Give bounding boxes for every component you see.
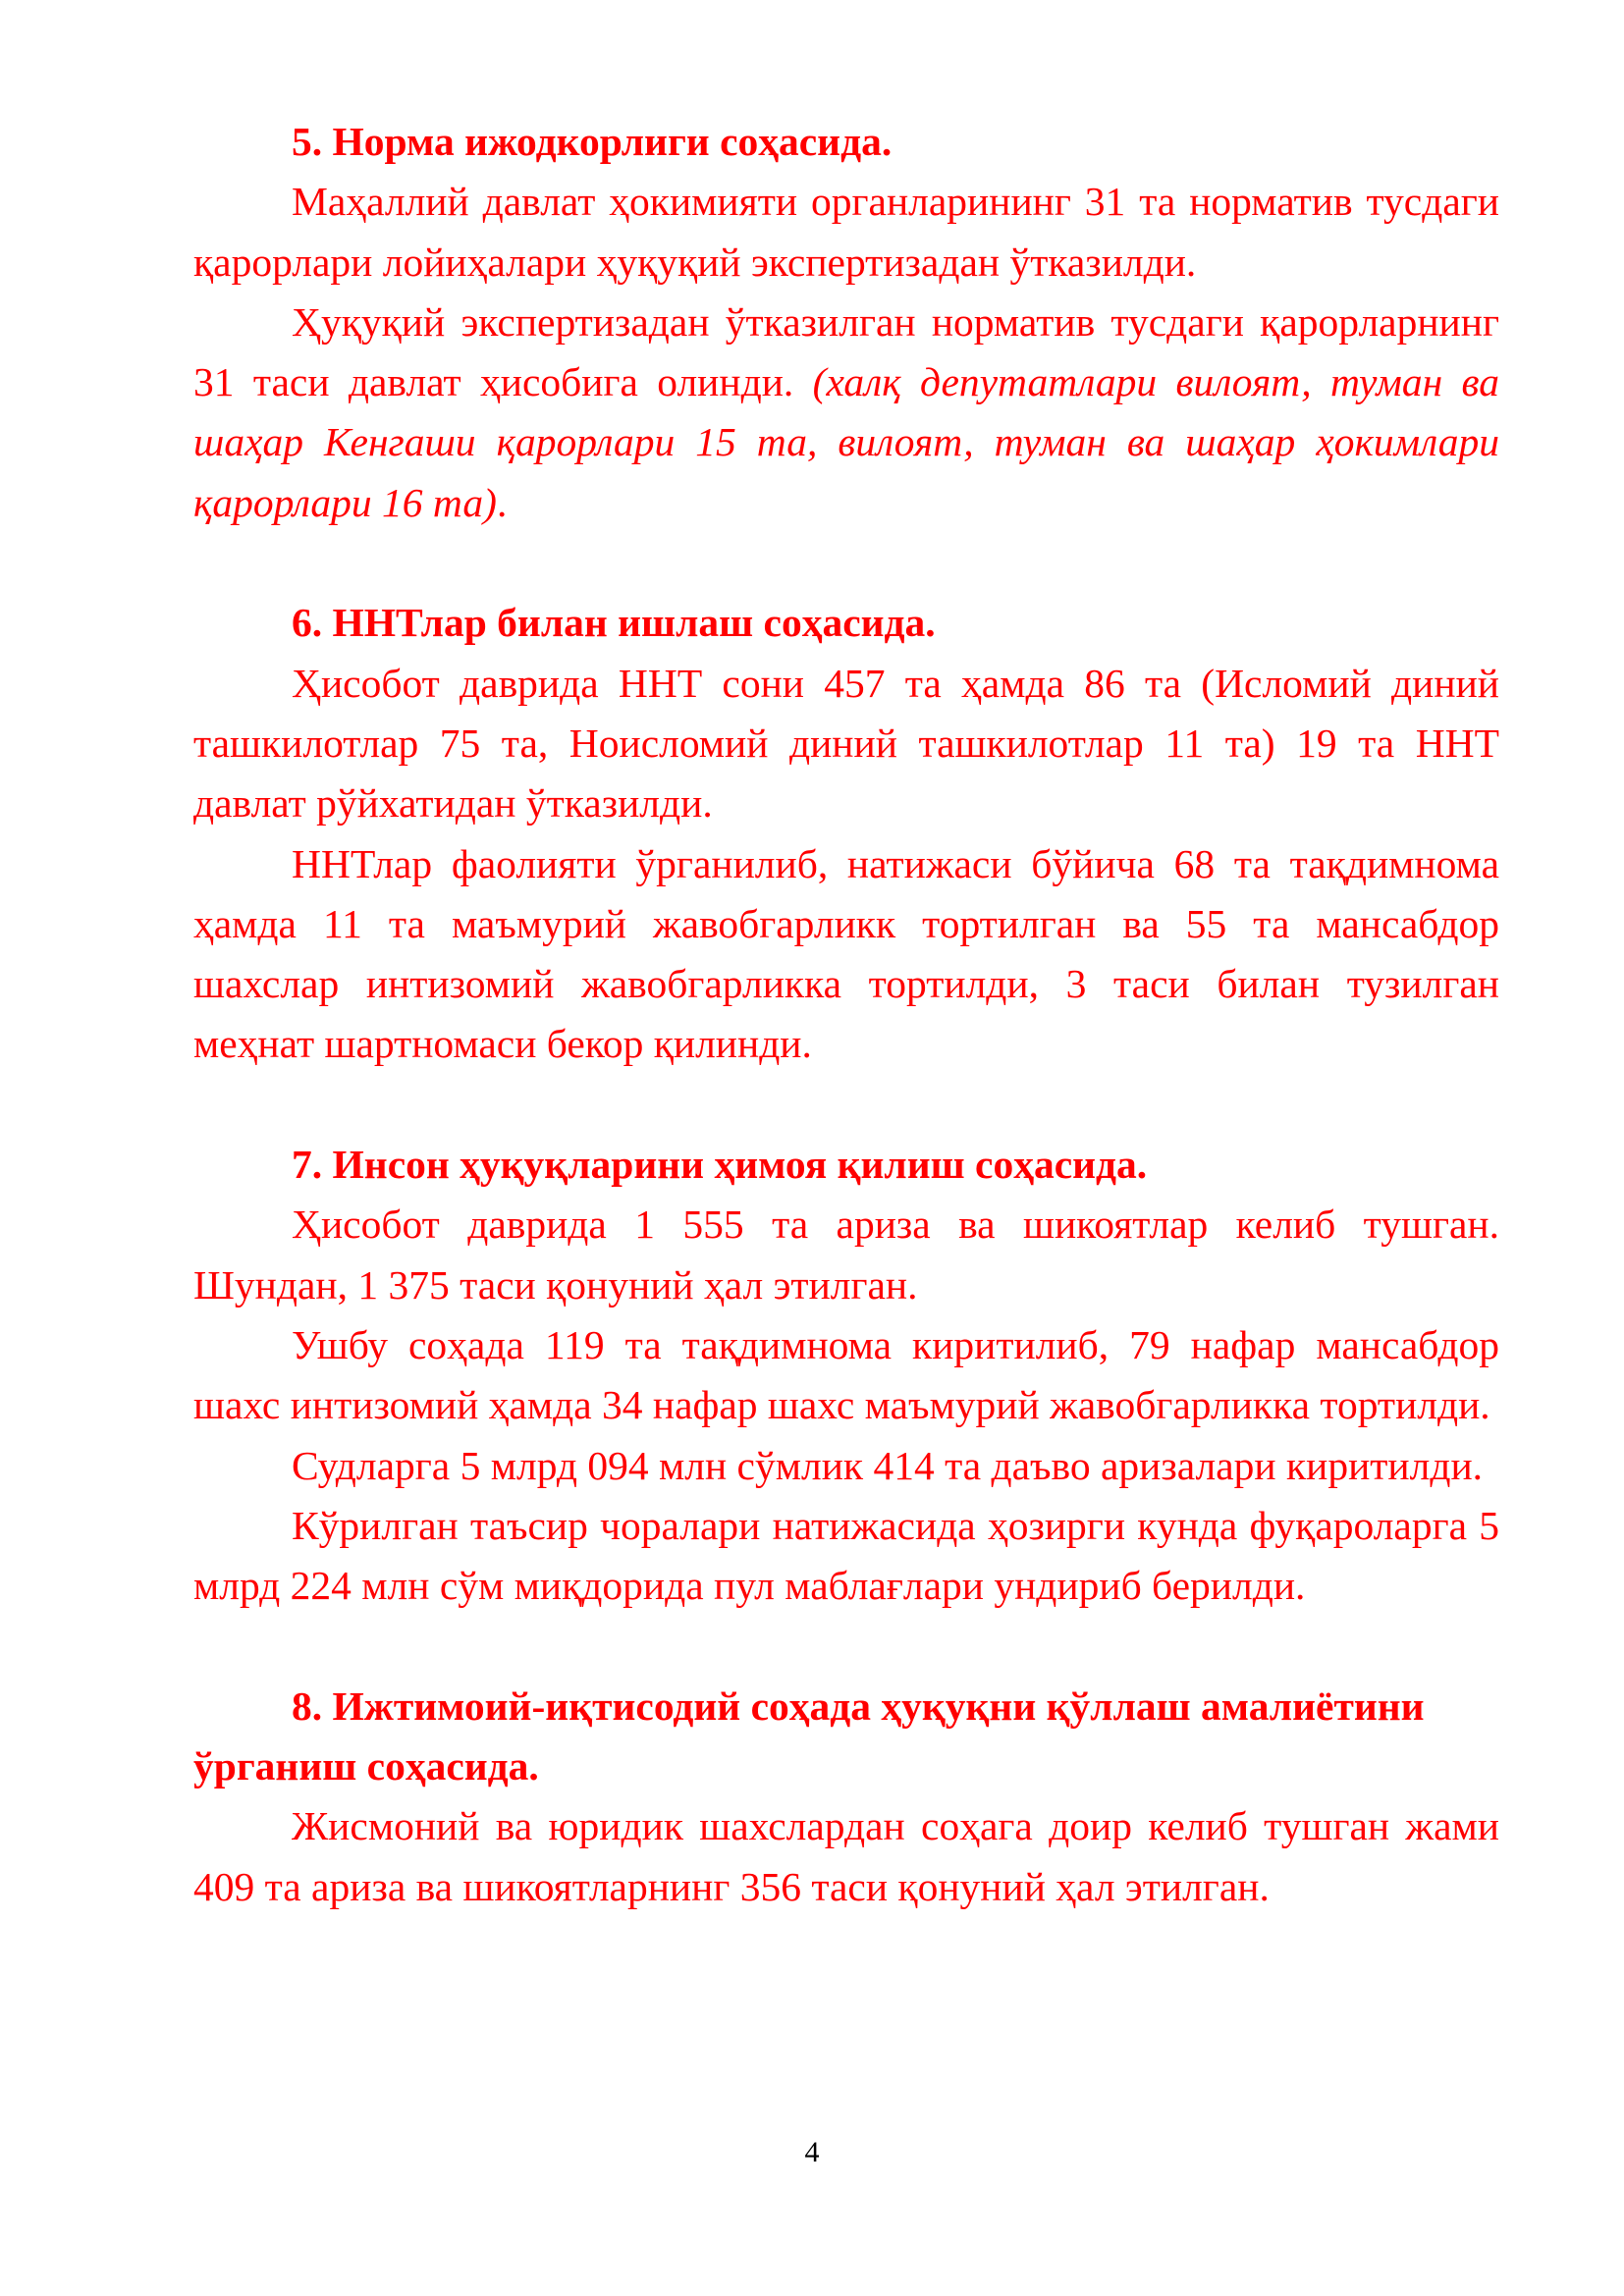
- paragraph: Ҳисобот даврида 1 555 та ариза ва шикоятлар келиб тушган. Шундан, 1 375 таси қонуний ҳал этилган.: [193, 1201, 1499, 1308]
- paragraph: Судларга 5 млрд 094 млн сўмлик 414 та даъво аризалари киритилди.: [292, 1442, 1484, 1488]
- page-number: 4: [804, 2136, 820, 2168]
- section-human-rights: [193, 1135, 1499, 1616]
- paragraph: Ушбу соҳада 119 та тақдимнома киритилиб, 79 нафар мансабдор шахс интизомий ҳамда 34 нафар шахс маъмурий жавобгарликка тортилди.: [193, 1321, 1499, 1428]
- paragraph: Ҳисобот даврида ННТ сони 457 та ҳамда 86 та (Исломий диний ташкилотлар 75 та, Ноисломий диний ташкилотлар 11 та) 19 та ННТ давлат рўйхатидан ўтказилди.: [193, 660, 1499, 827]
- section-norm-making: [193, 112, 1499, 533]
- section-ngo: [193, 593, 1499, 1074]
- paragraph: Жисмоний ва юридик шахслардан соҳага доир келиб тушган жами 409 та ариза ва шикоятларнинг 356 таси қонуний ҳал этилган.: [193, 1803, 1499, 1909]
- paragraph: Кўрилган таъсир чоралари натижасида ҳозирги кунда фуқароларга 5 млрд 224 млн сўм миқдорида пул маблағлари ундириб берилди.: [193, 1502, 1499, 1609]
- section-socio-economic: [193, 1677, 1499, 1917]
- paragraph-end: .: [496, 479, 508, 525]
- paragraph-text: Ҳуқуқий экспертизадан ўтказилган норматив тусдаги қарорларнинг 31 таси давлат ҳисобига олинди.: [193, 298, 1499, 405]
- paragraph: ННТлар фаолияти ўрганилиб, натижаси бўйича 68 та тақдимнома ҳамда 11 та маъмурий жавобгарликк тортилган ва 55 та мансабдор шахслар интизомий жавобгарликка тортилди, 3 таси билан тузилган меҳнат шартномаси бекор қилинди.: [193, 840, 1499, 1067]
- section-heading: 7. Инсон ҳуқуқларини ҳимоя қилиш соҳасида.: [292, 1142, 1148, 1188]
- paragraph-italic-note: (халқ депутатлари вилоят, туман ва шаҳар Кенгаши қарорлари 15 та, вилоят, туман ва шаҳар ҳокимлари қарорлари 16 та): [193, 359, 1500, 525]
- document-body: [193, 112, 1499, 1917]
- section-heading: 8. Ижтимоий-иқтисодий соҳада ҳуқуқни қўллаш амалиётини ўрганиш соҳасида.: [193, 1682, 1425, 1789]
- section-heading: 6. ННТлар билан ишлаш соҳасида.: [292, 600, 936, 646]
- paragraph: Маҳаллий давлат ҳокимияти органларининг 31 та норматив тусдаги қарорлари лойиҳалари ҳуқуқий экспертизадан ўтказилди.: [193, 179, 1499, 285]
- section-heading: 5. Норма ижодкорлиги соҳасида.: [292, 119, 893, 164]
- paragraph: [193, 293, 1499, 533]
